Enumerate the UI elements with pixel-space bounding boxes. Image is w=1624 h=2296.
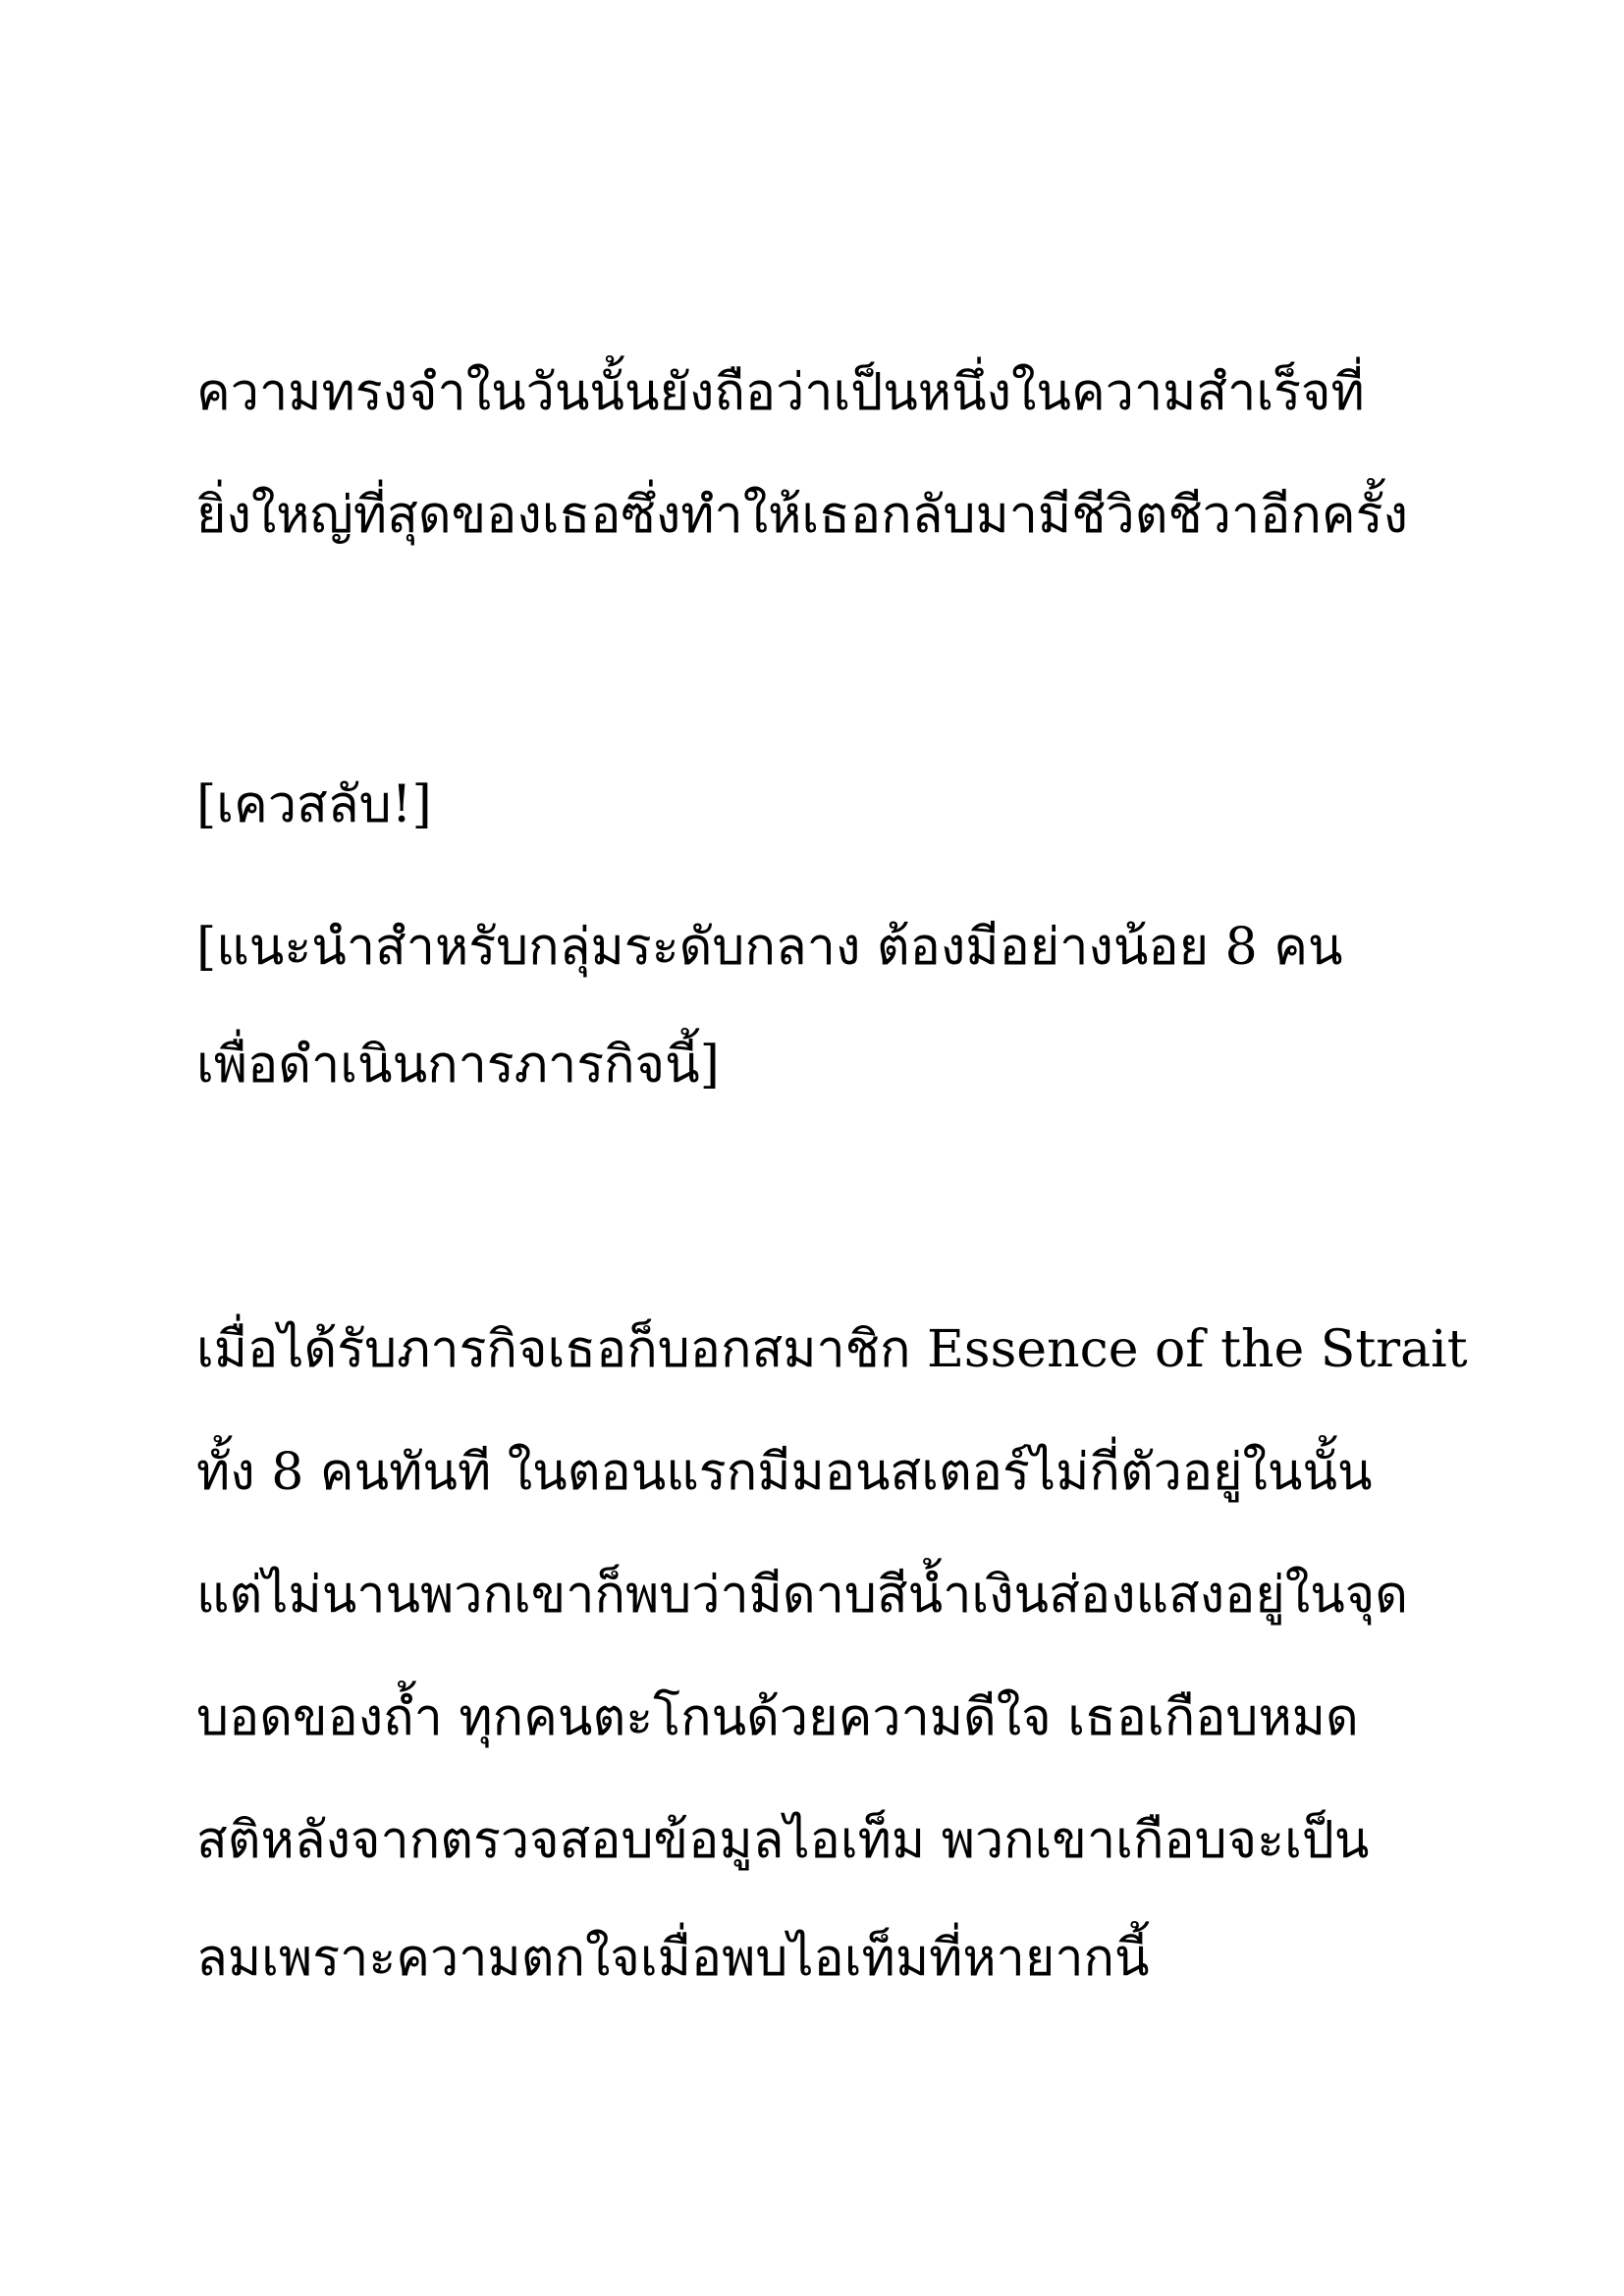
paragraph-1-line-1: ความทรงจำในวันนั้นยังถือว่าเป็นหนึ่งในความสำเร็จที่ bbox=[196, 363, 1365, 422]
paragraph-2-line-6: ลมเพราะความตกใจเมื่อพบไอเท็มที่หายากนี้ bbox=[196, 1929, 1150, 1988]
paragraph-1-line-2: ยิ่งใหญ่ที่สุดของเธอซึ่งทำให้เธอกลับมามีชีวิตชีวาอีกครั้ง bbox=[196, 486, 1408, 545]
quest-title: [เควสลับ!] bbox=[196, 775, 432, 834]
paragraph-2-line-3: แต่ไม่นานพวกเขาก็พบว่ามีดาบสีน้ำเงินส่องแสงอยู่ในจุด bbox=[196, 1566, 1408, 1625]
quest-description-line-1: [แนะนำสำหรับกลุ่มระดับกลาง ต้องมีอย่างน้อย 8 คน bbox=[196, 918, 1343, 977]
quest-description-line-2: เพื่อดำเนินการภารกิจนี้] bbox=[196, 1036, 720, 1095]
paragraph-2-line-4: บอดของถ้ำ ทุกคนตะโกนด้วยความดีใจ เธอเกือบหมด bbox=[196, 1688, 1359, 1747]
paragraph-2-line-1: เมื่อได้รับภารกิจเธอก็บอกสมาชิก Essence of the Strait bbox=[196, 1320, 1468, 1379]
paragraph-2-line-5: สติหลังจากตรวจสอบข้อมูลไอเท็ม พวกเขาเกือบจะเป็น bbox=[196, 1811, 1370, 1870]
paragraph-2-line-2: ทั้ง 8 คนทันที ในตอนแรกมีมอนสเตอร์ไม่กี่ตัวอยู่ในนั้น bbox=[196, 1443, 1373, 1502]
